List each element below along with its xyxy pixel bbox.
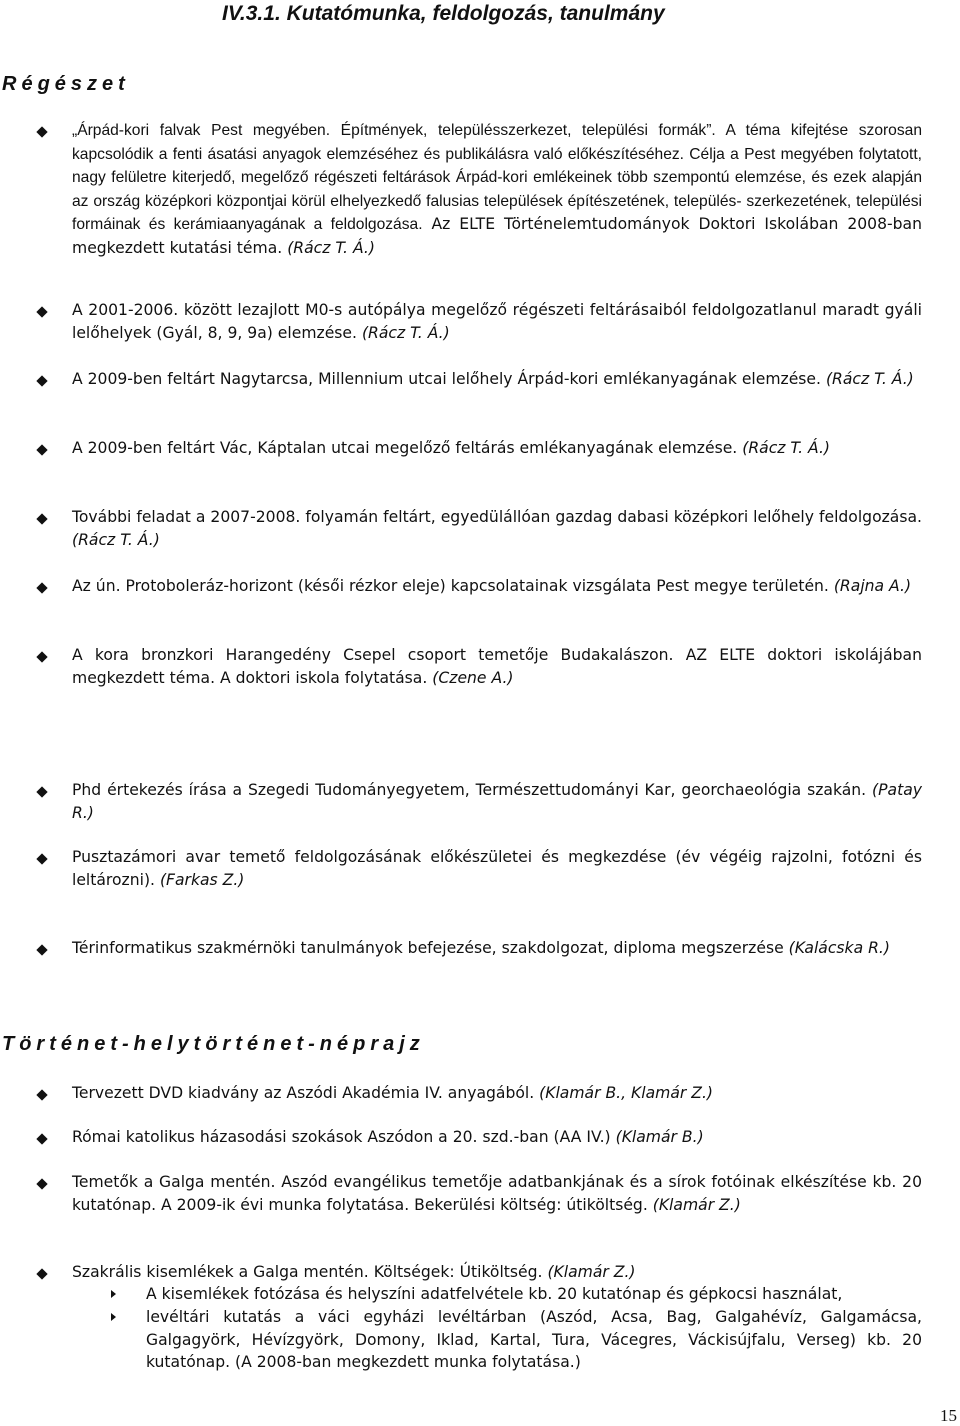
item-author: (Klamár B.) [615,1128,704,1146]
list-item [72,506,922,551]
bullet-icon [36,513,47,524]
item-author: (Rácz T. Á.) [361,323,450,342]
page-title: IV.3.1. Kutatómunka, feldolgozás, tanulmány [222,2,665,25]
item-text: A kora bronzkori Harangedény Csepel csoport temetője Budakalászon. AZ ELTE doktori iskolájában megkezdett téma. A doktori iskola folytatása. [72,646,922,687]
bullet-icon [36,853,47,864]
item-text: További feladat a 2007-2008. folyamán feltárt, egyedülállóan gazdag dabasi középkori lelőhely feldolgozása. [72,508,922,526]
bullet-icon [36,786,47,797]
bullet-icon [36,1133,47,1144]
list-item [72,1171,922,1216]
list-item [72,119,922,260]
item-author: (Klamár Z.) [652,1195,741,1214]
bullet-icon [36,306,47,317]
sub-list-item: A kisemlékek fotózása és helyszíni adatfelvétele kb. 20 kutatónap és gépkocsi használat, [146,1285,843,1303]
list-item [72,575,922,598]
item-author: (Czene A.) [432,668,514,687]
bullet-icon [36,1268,47,1279]
list-item [72,1082,922,1105]
bullet-icon [36,944,47,955]
item-author: (Farkas Z.) [159,870,245,889]
bullet-icon [36,126,47,137]
list-item [72,1261,922,1284]
list-item [72,437,922,460]
bullet-icon [36,375,47,386]
arrow-bullet-icon [111,1313,116,1321]
bullet-icon [36,1089,47,1100]
sub-list-item: levéltári kutatás a váci egyházi levéltárban (Aszód, Acsa, Bag, Galgahévíz, Galgamácsa, Galgagyörk, Hévízgyörk, Domony, Iklad, Kartal, Tura, Vácegres, Váckisújfalu, Verseg) kb. 20 kutatónap. (A 2008-ban megkezdett munka folytatása.) [146,1308,922,1372]
item-text: Temetők a Galga mentén. Aszód evangélikus temetője adatbankjának és a sírok fotóinak elkészítése kb. 20 kutatónap. A 2009-ik évi munka folytatása. Bekerülési költség: útiköltség. [72,1173,922,1214]
arrow-bullet-icon [111,1290,116,1298]
item-text: Pusztazámori avar temető feldolgozásának előkészületei és megkezdése (év végéig rajzolni, fotózni és leltározni). [72,848,922,889]
item-text: A 2001-2006. között lezajlott M0-s autópálya megelőző régészeti feltárásaiból feldolgozatlanul maradt gyáli lelőhelyek (Gyál, 8, 9, 9a) elemzése. [72,301,922,342]
item-text: Római katolikus házasodási szokások Aszódon a 20. szd.-ban (AA IV.) [72,1128,611,1146]
list-item [72,644,922,689]
bullet-icon [36,444,47,455]
item-author: (Rácz T. Á.) [287,238,375,257]
list-item [72,368,922,391]
page-number: 15 [940,1406,957,1425]
bullet-icon [36,582,47,593]
section-heading-regeszet: Régészet [2,73,130,95]
item-author: (Rajna A.) [833,577,912,595]
bullet-icon [36,1178,47,1189]
bullet-icon [36,651,47,662]
item-author: (Klamár Z.) [547,1263,636,1281]
item-author: (Rácz T. Á.) [72,530,160,549]
item-text: Az ELTE Történelemtudományok Doktori Iskolában 2008-ban megkezdett kutatási téma. [72,215,922,257]
item-author: (Klamár B., Klamár Z.) [539,1084,713,1102]
list-item [72,846,922,891]
item-author: (Patay R.) [72,781,922,822]
list-item [72,937,922,960]
list-item [72,779,922,824]
section-heading-tortenet: Történet-helytörténet-néprajz [2,1033,425,1055]
list-item [72,299,922,344]
item-author: (Rácz T. Á.) [825,370,914,388]
item-text: A 2009-ben feltárt Vác, Káptalan utcai megelőző feltárás emlékanyagának elemzése. [72,439,738,457]
item-text: Szakrális kisemlékek a Galga mentén. Költségek: Útiköltség. [72,1263,543,1281]
item-lead-text: „Árpád-kori falvak Pest megyében. Építmények, településszerkezet, települési formák”. A téma kifejtése szorosan kapcsolódik a fenti ásatási anyagok elemzéséhez és publikálásra való előkészítéséhez. Célja a Pest megyében folytatott, nagy felületre kiterjedő, megelőző régészeti feltárások Árpád-kori emlékeinek több szempontú elemzése, és ezek alapján az ország középkori központjai körül elhelyezkedő falusias települések építészetének, település- szerkezetének, települési formáinak és kerámiaanyagának a feldolgozása. [72,122,922,234]
item-text: Tervezett DVD kiadvány az Aszódi Akadémia IV. anyagából. [72,1084,535,1102]
item-text: Térinformatikus szakmérnöki tanulmányok befejezése, szakdolgozat, diploma megszerzése [72,939,784,957]
item-text: A 2009-ben feltárt Nagytarcsa, Millennium utcai lelőhely Árpád-kori emlékanyagának elemzése. [72,370,821,388]
item-text: Az ún. Protoboleráz-horizont (késői rézkor eleje) kapcsolatainak vizsgálata Pest megye területén. [72,577,829,595]
list-item [72,1126,922,1149]
item-author: (Rácz T. Á.) [742,439,831,457]
item-text: Phd értekezés írása a Szegedi Tudományegyetem, Természettudományi Kar, georchaeológia szakán. [72,781,867,799]
item-author: (Kalácska R.) [788,939,890,957]
